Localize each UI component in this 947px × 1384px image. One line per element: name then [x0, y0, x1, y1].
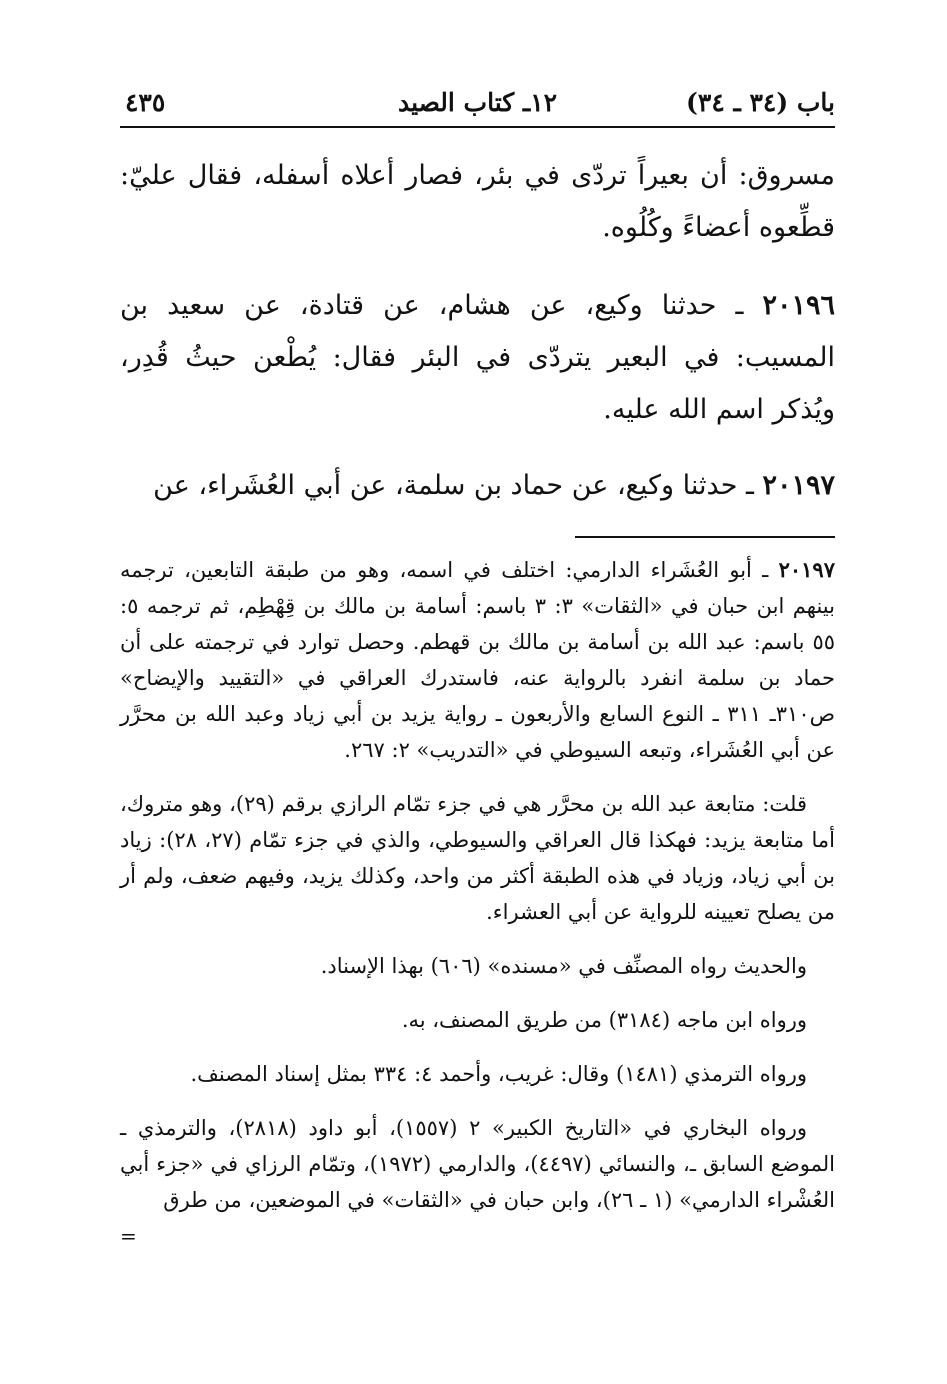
paragraph-continuation: مسروق: أن بعيراً تردّى في بئر، فصار أعلاه أسفله، فقال عليّ: قطِّعوه أعضاءً وكُلُوه. — [120, 160, 835, 243]
footnotes — [120, 552, 835, 1246]
footnote-paragraph: ورواه الترمذي (١٤٨١) وقال: غريب، وأحمد ٤: ٣٣٤ بمثل إسناد المصنف. — [190, 1062, 807, 1086]
footnote-20197 — [120, 552, 835, 768]
continuation-mark: = — [120, 1224, 137, 1248]
footnote-paragraph: ورواه البخاري في «التاريخ الكبير» ٢ (١٥٥٧)، أبو داود (٢٨١٨)، والترمذي ـ الموضع السابق ـ، والنسائي (٤٤٩٧)، والدارمي (١٩٧٢)، وتمّام الرزاي في «جزء أبي العُشْراء الدارمي» (١ ـ ٢٦)، وابن حبان في «الثقات» في الموضعين، من طرق — [120, 1116, 836, 1212]
hadith-text: ـ حدثنا وكيع، عن حماد بن سلمة، عن أبي العُشَراء، عن — [153, 470, 763, 501]
hadith-number: ٢٠١٩٧ — [762, 470, 835, 501]
hadith-20196 — [120, 280, 835, 436]
book-title: ١٢ـ كتاب الصيد — [397, 88, 558, 117]
page-number: ٤٣٥ — [125, 88, 166, 117]
footnote-text: ـ أبو العُشَراء الدارمي: اختلف في اسمه، وهو من طبقة التابعين، ترجمه بينهم ابن حبان في «الثقات» ٣: ٣ باسم: أسامة بن مالك بن قِهْطِم، ثم ترجمه ٥: ٥٥ باسم: عبد الله بن أسامة بن مالك بن قهطم. وحصل توارد في ترجمته على أن حماد بن سلمة انفرد بالرواية عنه، فاستدرك العراقي في «التقييد والإيضاح» ص٣١٠ـ ٣١١ ـ النوع السابع والأربعون ـ رواية يزيد بن أبي زياد وعبد الله بن محرَّر عن أبي العُشَراء، وتبعه السيوطي في «التدريب» ٢: ٢٦٧. — [120, 558, 836, 762]
page-header — [120, 82, 835, 128]
chapter-heading: باب (٣٤ ـ ٣٤) — [686, 88, 835, 117]
footnote-divider — [575, 536, 835, 538]
main-text — [120, 150, 835, 512]
footnote-paragraph: قلت: متابعة عبد الله بن محرَّر هي في جزء تمّام الرازي برقم (٢٩)، وهو متروك، أما متابعة يزيد: فهكذا قال العراقي والسيوطي، والذي في جزء تمّام (٢٧، ٢٨): زياد بن أبي زياد، وزياد في هذه الطبقة أكثر من واحد، وكذلك يزيد، وفيهم ضعف، ولم أر من يصلح تعيينه للرواية عن أبي العشراء. — [120, 792, 835, 924]
hadith-text: ـ حدثنا وكيع، عن هشام، عن قتادة، عن سعيد بن المسيب: في البعير يتردّى في البئر فقال: يُطْعن حيثُ قُدِر، ويُذكر اسم الله عليه. — [120, 290, 835, 425]
footnote-paragraph: ورواه ابن ماجه (٣١٨٤) من طريق المصنف، به. — [401, 1008, 807, 1032]
hadith-number: ٢٠١٩٦ — [762, 290, 835, 321]
book-page — [120, 82, 835, 1246]
hadith-20197 — [120, 460, 835, 512]
footnote-number: ٢٠١٩٧ — [778, 557, 835, 582]
footnote-paragraph: والحديث رواه المصنِّف في «مسنده» (٦٠٦) بهذا الإسناد. — [320, 954, 807, 978]
